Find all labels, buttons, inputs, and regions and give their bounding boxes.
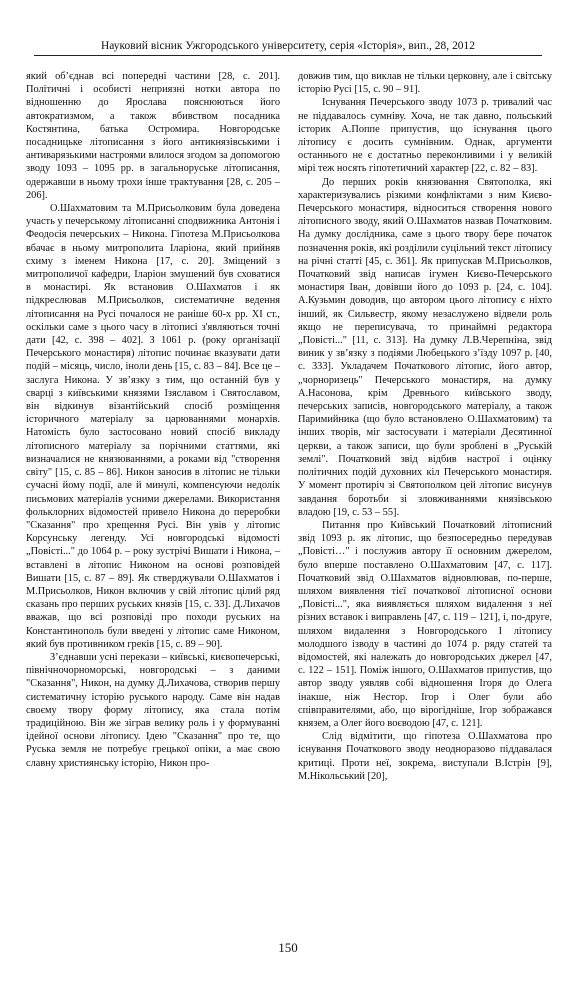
paragraph: Існування Печерського зводу 1073 р. тривалий час не піддавалось сумніву. Хоча, не так давно, польський історик А.Поппе припустив, що існування цього літопису є досить сумнівним. Однак, аргументи останнього не є достатньо переконливими і у великій мірі теж носять гіпотетичний характер [22, с. 82 – 83]. bbox=[298, 97, 552, 175]
left-column bbox=[26, 70, 280, 930]
paragraph: До перших років князювання Святополка, які характеризувались різкими конфліктами з ним Києво-Печерського монастиря, відноситься створення нового літописного зводу, який О.Шахматов назвав Початковим. На думку дослідника, саме з цього твору бере початок позначення років, які розділили суцільний текст літопису на річні статті [45, с. 361]. Як припускав М.Присьолков, Початковий звід написав ігумен Києво-Печерського монастиря Іван, довівши його до 1093 р. [24, с. 104]. А.Кузьмин доводив, що автором цього літопису є ніхто інший, як Сильвестр, якому незаслужено відвели роль якщо не переписувача, то принаймні редактора „Повісті..." [11, с. 313]. На думку Л.В.Черепніна, звід виник у зв’язку з подіями Любецького з’їзду 1097 р. [40, с. 333]. Укладачем Початкового літопис, його автор, „чорноризець" Печерського монастиря, на думку А.Насонова, крім Древнього київського зводу, печерських записів, новгородського матеріалу, а також Паримийника (що було встановлено О.Шахматовим) та інших творів, міг застосувати і матеріали Десятинної церкви, а також записи, що були зроблені в „Руській землі". Початковий звід відбив настрої і оцінку політичних подій духовних кіл Печерського монастиря. У момент протиріч зі Святополком цей літопис висунув завдання боротьби зі зловживаннями князівською владою [19, с. 53 – 55]. bbox=[298, 176, 552, 518]
right-column bbox=[298, 70, 552, 930]
paragraph: Питання про Київський Початковий літописний звід 1093 р. як літопис, що безпосередньо передував „Повісті…" і послужив автору її основним джерелом, було вперше поставлено О.Шахматовим [47, с. 117]. Початковий звід О.Шахматов відновлював, по-перше, шляхом виявлення тієї початкової літописної основи „Повісті...", яка виявляється шляхом видалення з неї різних вставок і виправлень [47, с. 119 – 121], і, по-друге, шляхом видалення з Новгородського І літопису молодшого ізводу в частині до 1074 р. ряду статей та відомостей, які належать до новгородських джерел [47, с. 122 – 151]. Поміж іншого, О.Шахматов припустив, що автор зводу уявляв собі відношення Ігоря до Олега інакше, ніж Нестор. Ігор і Олег були або співправителями, або, що вірогідніше, Ігор зображався князем, а Олег його воєводою [47, с. 121]. bbox=[298, 519, 552, 729]
paragraph: який об’єднав всі попередні частини [28, с. 201]. Політичні і особисті неприязні нотки автора по відношенню до Ярослава пояснюються його автократизмом, а також вбивством посадника Костянтина, батька Остромира. Новгородське посадницьке літописання з його антикнязівськими і антиварязькими настроями влилося згодом за допомогою зводу 1093 – 1095 рр. в загальноруське літописання, одержавши в ньому трохи інше трактування [28, с. 205 – 206]. bbox=[26, 71, 280, 201]
page-number: 150 bbox=[278, 940, 298, 955]
paragraph: Слід відмітити, що гіпотеза О.Шахматова про існування Початкового зводу неодноразово піддавалася критиці. Проти неї, зокрема, виступали В.Істрін [9], М.Нікольський [20], bbox=[298, 731, 552, 782]
text-columns bbox=[26, 70, 552, 930]
running-header: Науковий вісник Ужгородського університету, серія «Історія», вип., 28, 2012 bbox=[34, 40, 542, 56]
paragraph: З’єднавши усні перекази – київські, києвопечерські, північночорноморські, новгородські – з даними "Сказання", Никон, на думку Д.Лихачова, створив першу систематичну історію руського народу. Саме він надав своєму твору форму літопису, яка стала потім традиційною. Він же зіграв велику роль і у формуванні ідейної основи літопису. Ідею "Сказання" про те, що Руська земля не потребує грецької опіки, а має свою славну християнську історію, Никон про- bbox=[26, 651, 280, 769]
paragraph: О.Шахматовим та М.Присьолковим була доведена участь у печерському літописанні сподвижника Антонія і Феодосія печерських – Никона. Гіпотеза М.Присьолкова вбачає в ньому митрополита Іларіона, який прийняв схиму з іменем Никона [17, с. 20]. Зміщений з митрополичої кафедри, Іларіон змушений був сховатися в монастирі. Як встановив О.Шахматов і як підкреслював М.Присьолков, систематичне ведення літописання на Русі почалося не раніше 60-х рр. ХІ ст., оскільки саме з цього часу в літописі з'являються точні дати [42, с. 398 – 402]. З 1061 р. (року організації Печерського монастиря) літопис починає вказувати дати подій – місяць, число, іноли день [15, с. 83 – 84]. Все це – заслуга Никона. У зв’язку з тим, що останній був у сварці з київськими князями Ізяславом і Святославом, він відкинув візантійський спосіб розміщення історичного матеріалу за царюваннями монархів. Натомість було застосовано новий спосіб викладу літописного матеріалу за порічними статтями, які визначалися не князюваннями, а роками від "створення світу" [15, с. 85 – 86]. Никон заносив в літопис не тільки сучасні йому події, але й минулі, компенсуючи недолік письмових матеріалів усними джерелами. Використання фольклорних відомостей привело Никона до переробки "Сказання" про хрещення Русі. Він увів у літопис Корсунську легенду. Усі новгородські відомості „Повісті..." до 1064 р. – року зустрічі Вишати і Никона, – вставлені в літопис Никоном на основі розповідей Вишати [15, с. 87 – 89]. Як стверджували О.Шахматов і М.Присьолков, Никон включив у свій літопис цілий ряд сказань про перших руських князів [15, с. 33]. Д.Лихачов вважав, що всі розповіді про походи руських на Константинополь були введені у літопис саме Никоном, який був противником греків [15, с. 89 – 90]. bbox=[26, 203, 280, 650]
paragraph: довжив тим, що виклав не тільки церковну, але і світську історію Русі [15, с. 90 – 91]. bbox=[298, 71, 552, 96]
